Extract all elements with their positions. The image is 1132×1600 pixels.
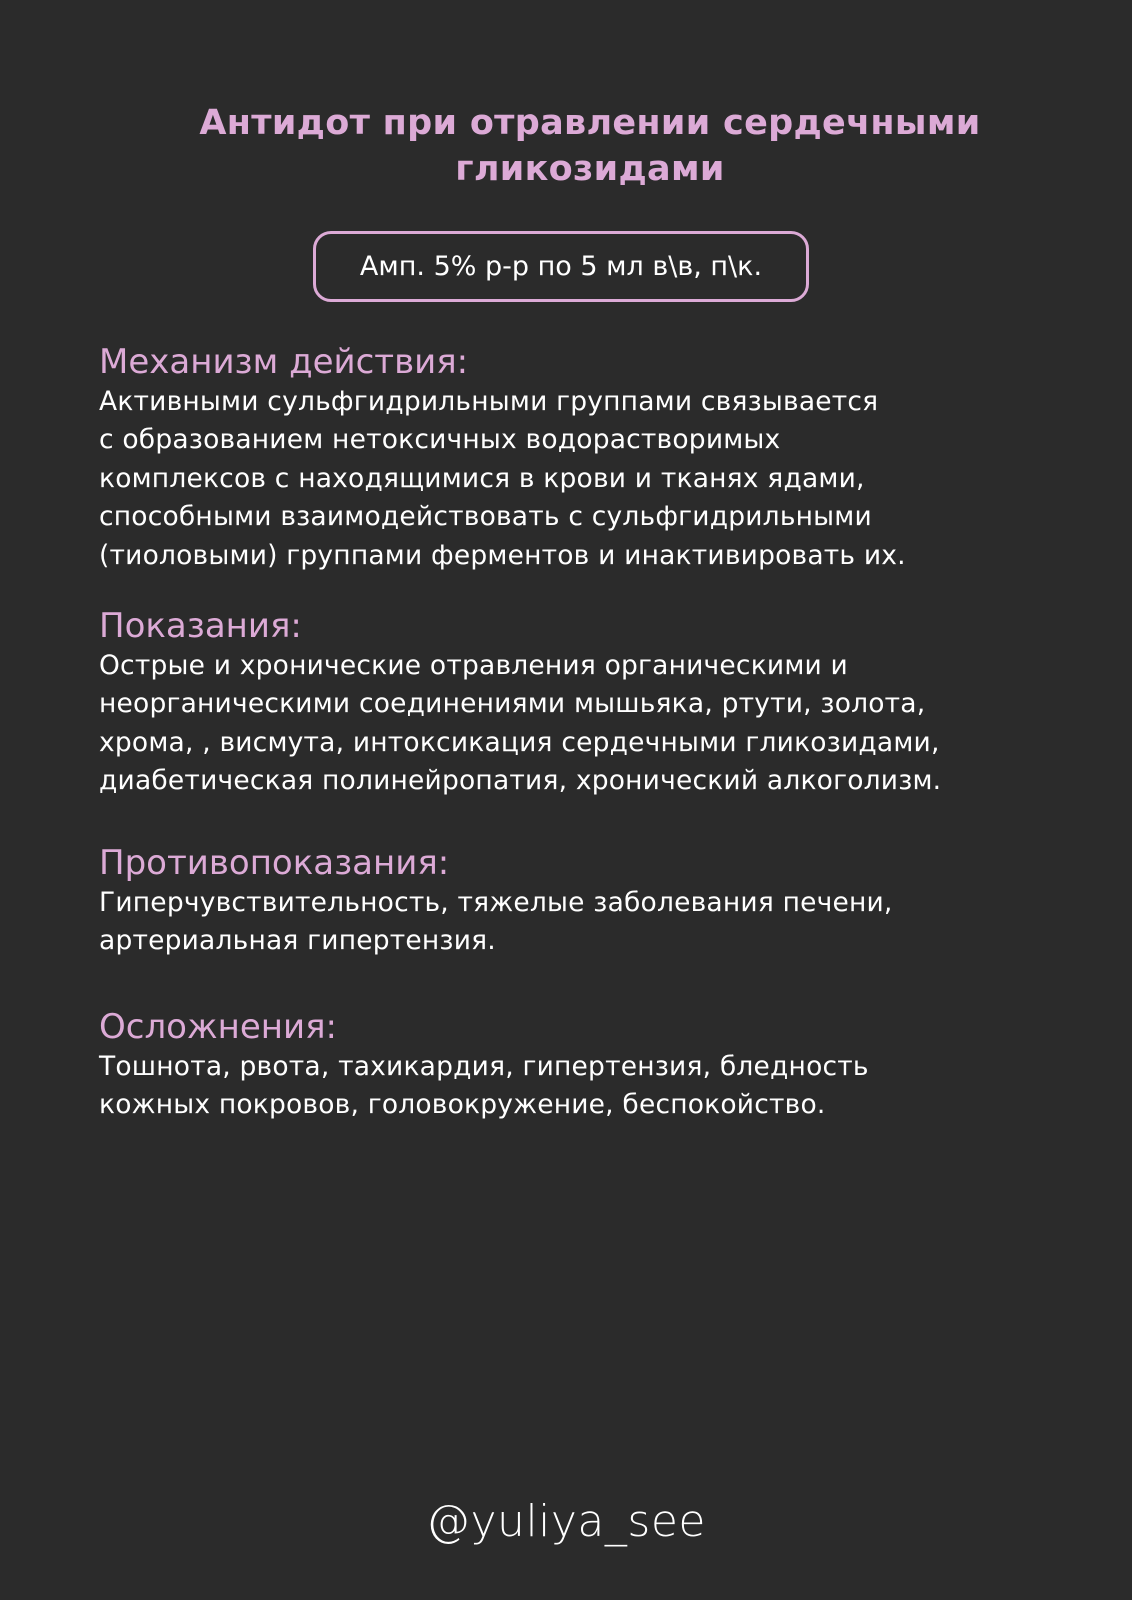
section-mechanism: [99, 341, 1089, 575]
section-text-mechanism: [99, 383, 1089, 575]
section-contraindications: [99, 842, 1089, 961]
author-handle: @yuliya_see: [426, 1496, 706, 1547]
text-line: Активными сульфгидрильными группами связывается: [99, 386, 879, 417]
page-title-line-1: Антидот при отравлении сердечными: [199, 103, 981, 143]
text-line: (тиоловыми) группами ферментов и инактивировать их.: [99, 539, 906, 571]
text-line: Тошнота, рвота, тахикардия, гипертензия, бледность: [99, 1051, 869, 1082]
text-line: комплексов с находящимися в крови и тканях ядами,: [99, 462, 865, 494]
dose-text: Амп. 5% р-р по 5 мл в\в, п\к.: [359, 251, 763, 282]
section-text-contraindications: [99, 884, 1089, 961]
section-heading-contraindications: Противопоказания:: [99, 843, 450, 883]
section-heading-indications: Показания:: [99, 606, 302, 646]
section-text-indications: [99, 647, 1089, 801]
text-line: кожных покровов, головокружение, беспокойство.: [99, 1089, 826, 1121]
text-line: с образованием нетоксичных водорастворимых: [99, 424, 781, 456]
dose-badge: [313, 231, 809, 302]
text-line: Гиперчувствительность, тяжелые заболевания печени,: [99, 887, 893, 918]
page-title-line-2: гликозидами: [455, 149, 725, 189]
section-heading-complications: Осложнения:: [99, 1007, 337, 1047]
text-line: способными взаимодействовать с сульфгидрильными: [99, 501, 872, 533]
text-line: неорганическими соединениями мышьяка, ртути, золота,: [99, 688, 926, 720]
section-heading-mechanism: Механизм действия:: [99, 342, 469, 382]
text-line: хрома, , висмута, интоксикация сердечными гликозидами,: [99, 726, 940, 758]
text-line: артериальная гипертензия.: [99, 925, 496, 957]
section-text-complications: [99, 1048, 1089, 1125]
text-line: диабетическая полинейропатия, хронический алкоголизм.: [99, 765, 942, 797]
section-complications: [99, 1006, 1089, 1125]
page-title: [100, 100, 1080, 192]
text-line: Острые и хронические отравления органическими и: [99, 650, 848, 681]
section-indications: [99, 605, 1089, 801]
